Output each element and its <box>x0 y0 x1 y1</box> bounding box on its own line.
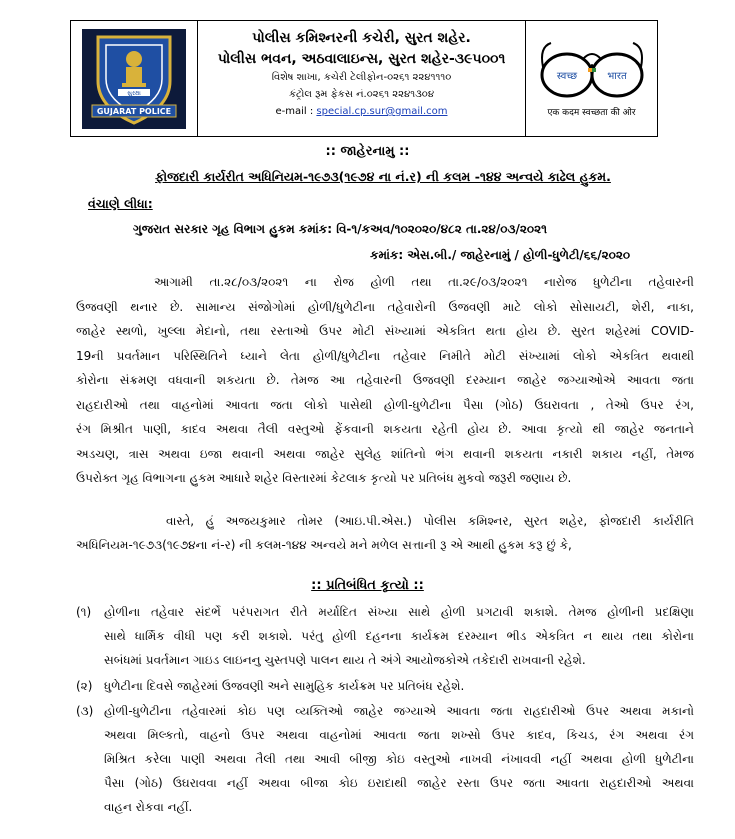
email-label: e-mail : <box>275 106 317 117</box>
paragraph1-line: રાહદારીઓ તથા વાહનોમાં આવતા જતા લોકો પાસેથી હોળી-ધુળેટીના પૈસા (ગોઠ) ઉઘરાવતા , તેઓ ઉપર રંગ, <box>76 398 694 412</box>
paragraph1-line: ઉજવણી થનાર છે. સામાન્ય સંજોગોમાં હોળી/ધુળેટીના તહેવારોની ઉજવણી માટે લોકો સોસાયટી, શેરી, નાકા, <box>76 300 694 314</box>
subject-line: ફોજદારી કાર્યરીત અધિનિયમ-૧૯૭૩(૧૯૭૪ ના નં.ર) ની કલમ -૧૪૪ અન્વયે કાઢેલ હુકમ. <box>155 169 611 184</box>
item-line: ધુળેટીના દિવસે જાહેરમાં ઉજવણી અને સામુહિક કાર્યક્રમ પર પ્રતિબંધ રહેશે. <box>104 679 465 693</box>
office-name: પોલીસ કમિશ્નરની કચેરી, સુરત શહેર. <box>252 30 471 46</box>
item-line: સબંધમાં પ્રવર્તમાન ગાઇડ લાઇનનુ ચુસ્તપણે પાલન થાય તે અંગે આયોજકોએ તકેદારી રાખવાની રહેશે. <box>104 653 586 667</box>
office-address: પોલીસ ભવન, અઠવાલાઇન્સ, સુરત શહેર-૩૯૫૦૦૧ <box>217 51 506 67</box>
letterhead <box>70 20 658 137</box>
item-line: પૈસા (ગોઠ) ઉઘરાવવા નહીં અથવા બીજા કોઇ ઇરાદાથી જાહેર રસ્તા ઉપર જતા આવતા રાહદારીઓ અથવા <box>104 776 694 790</box>
item-number: (૩) <box>76 704 94 718</box>
item-line: અથવા મિલ્કતો, વાહનો ઉપર અથવા વાહનોમાં આવતા જતા શખ્સો ઉપર કાદવ, કિચડ, રંગ અથવા રંગ <box>104 728 694 742</box>
svg-text:स्वच्छ: स्वच्छ <box>556 71 577 82</box>
paragraph1-line: 19ની પ્રવર્તમાન પરિસ્થિતિને ધ્યાને લેતા હોળી/ધુળેટીના તહેવાર નિમીતે મોટી સંખ્યામાં લોકો એકત્રિત થવાથી <box>76 349 694 363</box>
paragraph1-line: જાહેર સ્થળો, ખુલ્લા મેદાનો, તથા રસ્તાઓ ઉપર મોટી સંખ્યામાં એકત્રિત થતા હોય છે. સુરત શહેરમાં COVID- <box>76 324 694 338</box>
office-email <box>198 103 525 120</box>
reference-line: ગુજરાત સરકાર ગૃહ વિભાગ હુકમ કમાંક: વિ-૧/કઅવ/૧૦૨૦૨૦/૪૮૨ તા.૨૪/૦૩/૨૦૨૧ <box>133 222 548 236</box>
swachh-bharat-cell <box>526 21 657 136</box>
paragraph2-line: અધિનિયમ-૧૯૭૩(૧૯૭૪ના નં-ર) ની કલમ-૧૪૪ અન્વયે મને મળેલ સત્તાની રૂ એ આથી હુકમ કરૂ છું કે, <box>76 538 572 552</box>
item-line: સાથે ધાર્મિક વીધી પણ કરી શકાશે. પરંતુ હોળી દહનના કાર્યક્રમ દરમ્યાન ભીડ એકત્રિત ન થાય તથા કોરોના <box>104 629 694 643</box>
paragraph1-line: રંગ મિશ્રીત પાણી, કાદવ અથવા તૈલી વસ્તુઓ ફેંકવાની શકયતા રહેતી હોય છે. આવા કૃત્યો થી જાહેર જનતાને <box>76 422 694 436</box>
paragraph2-line: વાસ્તે, હું અજયકુમાર તોમર (આઇ.પી.એસ.) પોલીસ કમિશ્નર, સુરત શહેર, ફોજદારી કાર્યરીતિ <box>166 514 694 528</box>
svg-text:GUJARAT POLICE: GUJARAT POLICE <box>96 106 172 116</box>
paragraph1-line: ઉપરોક્ત ગૃહ વિભાગના હુકમ આધારે શહેર વિસ્તારમાં કેટલાક કૃત્યો પર પ્રતિબંધ મુકવો જરૂરી જણાય છે. <box>76 471 572 485</box>
office-phone: વિશેષ શાખા, કચેરી ટેલીફોન-૦૨૬૧ ૨૨૪૧૧૧૦ <box>271 72 452 83</box>
read-label: વંચાણે લીધા: <box>88 196 153 211</box>
police-emblem-cell <box>71 21 198 136</box>
item-line: મિશ્રિત કરેલા પાણી અથવા તૈલી તથા આવી બીજી કોઇ વસ્તુઓ નાખવી નંખાવવી નહીં અથવા હોળી ધુળેટીના <box>104 752 694 766</box>
prohibited-heading: :: પ્રતિબંધિત કૃત્યો :: <box>311 578 424 593</box>
order-number: કમાંક: એસ.બી./ જાહેરનામું / હોળી-ધુળેટી/૬૬/૨૦૨૦ <box>370 248 631 262</box>
paragraph1-line: આગામી તા.૨૮/૦૩/૨૦૨૧ ના રોજ હોળી તથા તા.૨૯/૦૩/૨૦૨૧ નારોજ ધુળેટીના તહેવારની <box>154 275 694 289</box>
paragraph1-line: કોરોના સંક્રમણ વધવાની શકયતા છે. તેમજ આ તહેવારની ઉજવણી દરમ્યાન જાહેર જગ્યાઓએ આવતા જતા <box>76 373 694 387</box>
gujarat-police-emblem-icon <box>82 29 186 129</box>
office-details <box>198 21 526 136</box>
item-line: વાહન રોકવા નહીં. <box>104 800 193 814</box>
notice-heading: :: જાહેરનામુ :: <box>325 144 410 159</box>
office-fax: કંટ્રોલ રૂમ ફેકસ નં.૦૨૬૧ ૨૨૪૧૩૦૪ <box>288 89 435 100</box>
paragraph1-line: અડચણ, ત્રાસ અથવા ઇજા થવાની અથવા જાહેર સુલેહ શાંતિનો ભંગ થવાની શકયતા નકારી શકાય નહીં, તેમજ <box>76 447 694 461</box>
item-line: હોળી-ધુળેટીના તહેવારમાં કોઇ પણ વ્યક્તિઓ જાહેર જગ્યાએ આવતા જતા રાહદારીઓ ઉપર અથવા મકાનો <box>104 704 694 718</box>
svg-text:भारत: भारत <box>606 71 627 82</box>
svg-text:સુરક્ષા: સુરક્ષા <box>127 89 141 97</box>
swachh-caption: एक कदम स्वच्छता की ओर <box>547 108 636 118</box>
item-number: (૨) <box>76 679 93 693</box>
item-line: હોળીના તહેવાર સંદર્ભે પરંપરાગત રીતે મર્યાદિત સંખ્યા સાથે હોળી પ્રગટાવી શકાશે. તેમજ હોળીની પ્રદક્ષિણા <box>104 605 694 619</box>
swachh-bharat-spectacles-icon <box>537 39 647 103</box>
item-number: (૧) <box>76 605 92 619</box>
email-link[interactable]: special.cp.sur@gmail.com <box>316 106 448 117</box>
